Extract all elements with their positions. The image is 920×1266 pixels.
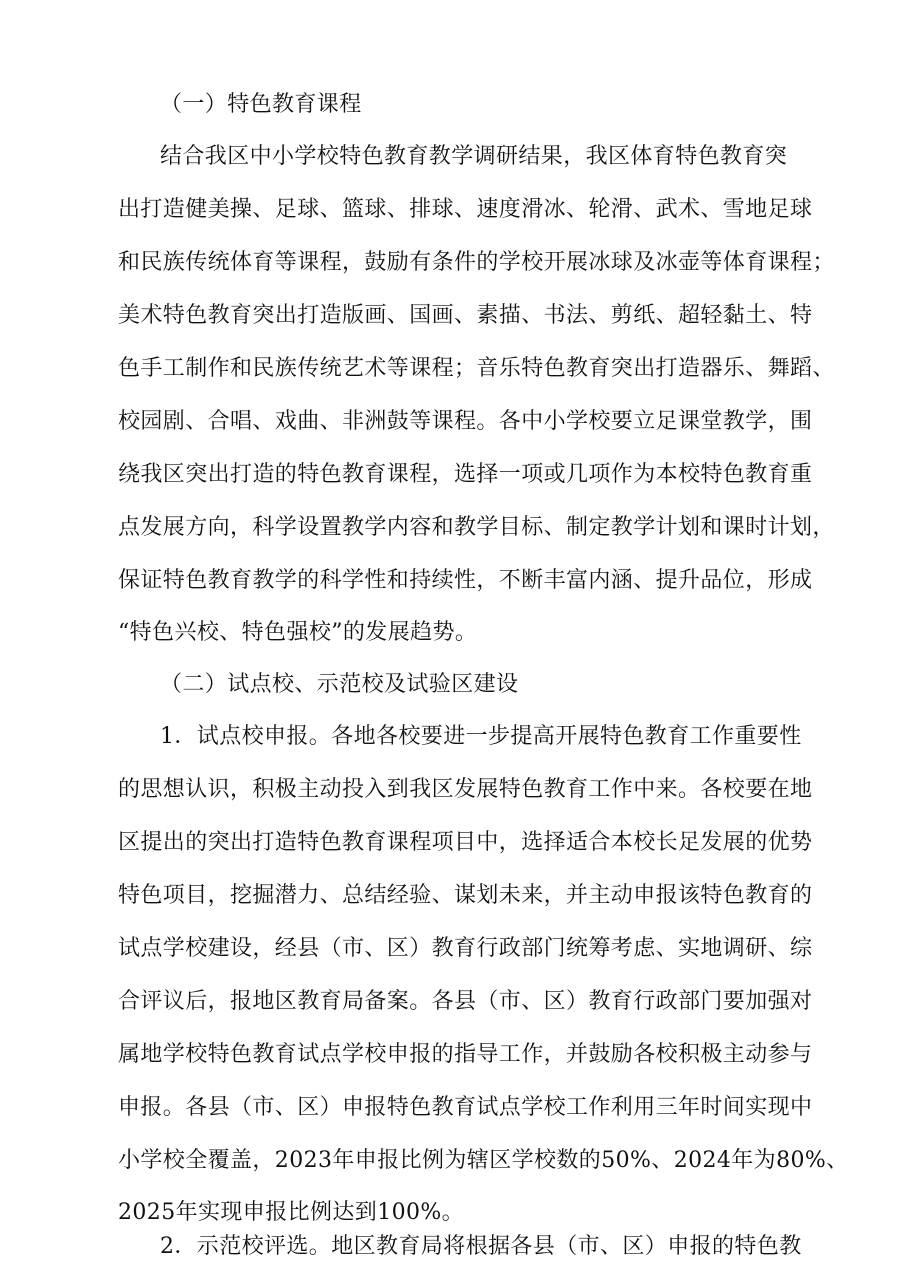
text-line: 校园剧、合唱、戏曲、非洲鼓等课程。各中小学校要立足课堂教学，围 (118, 409, 813, 434)
section-heading-special-education-courses: （一）特色教育课程 (160, 92, 362, 117)
text-line: 试点学校建设，经县（市、区）教育行政部门统筹考虑、实地调研、综 (118, 936, 813, 961)
text-line: 的思想认识，积极主动投入到我区发展特色教育工作中来。各校要在地 (118, 777, 813, 802)
text-line: 申报。各县（市、区）申报特色教育试点学校工作利用三年时间实现中 (118, 1095, 813, 1120)
text-line: 特色项目，挖掘潜力、总结经验、谋划未来，并主动申报该特色教育的 (118, 883, 813, 908)
text-line: 2．示范校评选。地区教育局将根据各县（市、区）申报的特色教 (160, 1234, 802, 1259)
text-line: 色手工制作和民族传统艺术等课程；音乐特色教育突出打造器乐、舞蹈、 (118, 356, 835, 381)
text-line: 和民族传统体育等课程，鼓励有条件的学校开展冰球及冰壶等体育课程； (118, 250, 835, 275)
text-line: 1．试点校申报。各地各校要进一步提高开展特色教育工作重要性 (160, 724, 802, 749)
text-line: 结合我区中小学校特色教育教学调研结果，我区体育特色教育突 (160, 144, 788, 169)
text-line: 出打造健美操、足球、篮球、排球、速度滑冰、轮滑、武术、雪地足球 (118, 197, 813, 222)
text-line: 绕我区突出打造的特色教育课程，选择一项或几项作为本校特色教育重 (118, 462, 813, 487)
text-line: 属地学校特色教育试点学校申报的指导工作，并鼓励各校积极主动参与 (118, 1042, 813, 1067)
text-line: 2025年实现申报比例达到100%。 (118, 1200, 465, 1225)
section-heading-pilot-demonstration-schools: （二）试点校、示范校及试验区建设 (160, 672, 519, 697)
text-line: 合评议后，报地区教育局备案。各县（市、区）教育行政部门要加强对 (118, 989, 813, 1014)
text-line: 点发展方向，科学设置教学内容和教学目标、制定教学计划和课时计划， (118, 515, 835, 540)
text-line: 区提出的突出打造特色教育课程项目中，选择适合本校长足发展的优势 (118, 830, 813, 855)
text-line: 美术特色教育突出打造版画、国画、素描、书法、剪纸、超轻黏土、特 (118, 303, 813, 328)
text-line: 小学校全覆盖，2023年申报比例为辖区学校数的50%、2024年为80%、 (118, 1148, 849, 1173)
text-line: “特色兴校、特色强校”的发展趋势。 (118, 620, 478, 645)
text-line: 保证特色教育教学的科学性和持续性，不断丰富内涵、提升品位，形成 (118, 568, 813, 593)
